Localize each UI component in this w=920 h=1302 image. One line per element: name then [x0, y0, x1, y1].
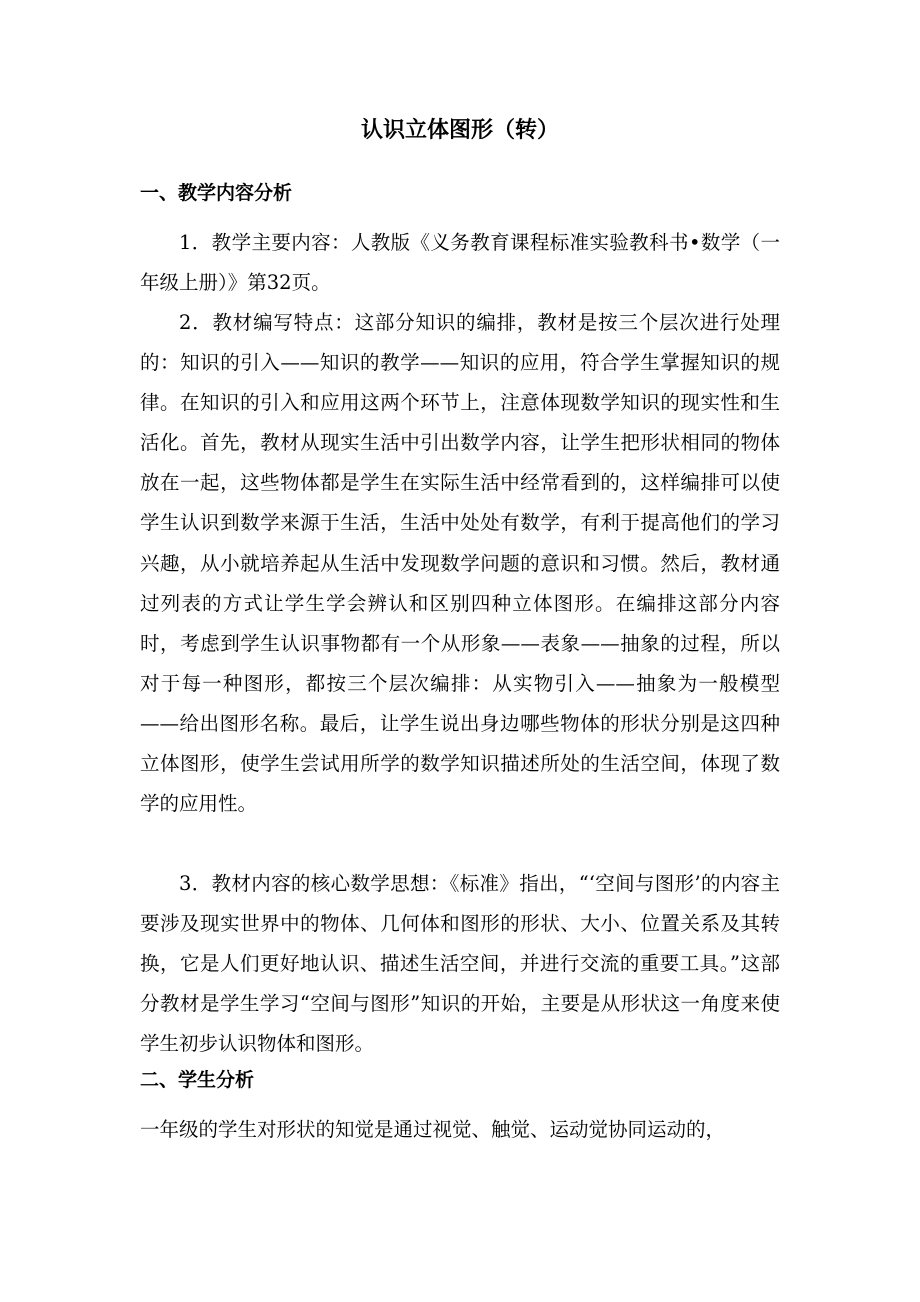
- paragraph-student-perception: 一年级的学生对形状的知觉是通过视觉、触觉、运动觉协同运动的，: [140, 1118, 726, 1141]
- section-heading-student-analysis: 二、学生分析: [140, 1069, 255, 1091]
- paragraph-main-content: 1．教学主要内容：人教版《义务教育课程标准实验教科书•数学（一年级上册）》第32页。: [140, 231, 780, 295]
- paragraph-core-math-idea: 3．教材内容的核心数学思想：《标准》指出，“‘空间与图形’的内容主要涉及现实世界中的物体、几何体和图形的形状、大小、位置关系及其转换，它是人们更好地认识、描述生活空间，并进行交流的重要工具。”这部分教材是学生学习“空间与图形”知识的开始，主要是从形状这一角度来使学生初步认识物体和图形。: [140, 872, 780, 1056]
- document-title: 认识立体图形（转）: [360, 117, 559, 143]
- section-heading-content-analysis: 一、教学内容分析: [140, 182, 293, 204]
- paragraph-textbook-features: 2．教材编写特点：这部分知识的编排，教材是按三个层次进行处理的：知识的引入——知识的教学——知识的应用，符合学生掌握知识的规律。在知识的引入和应用这两个环节上，注意体现数学知识的现实性和生活化。首先，教材从现实生活中引出数学内容，让学生把形状相同的物体放在一起，这些物体都是学生在实际生活中经常看到的，这样编排可以使学生认识到数学来源于生活，生活中处处有数学，有利于提高他们的学习兴趣，从小就培养起从生活中发现数学问题的意识和习惯。然后，教材通过列表的方式让学生学会辨认和区别四种立体图形。在编排这部分内容时，考虑到学生认识事物都有一个从形象——表象——抽象的过程，所以对于每一种图形，都按三个层次编排：从实物引入——抽象为一般模型——给出图形名称。最后，让学生说出身边哪些物体的形状分别是这四种立体图形，使学生尝试用所学的数学知识描述所处的生活空间，体现了数学的应用性。: [140, 311, 780, 816]
